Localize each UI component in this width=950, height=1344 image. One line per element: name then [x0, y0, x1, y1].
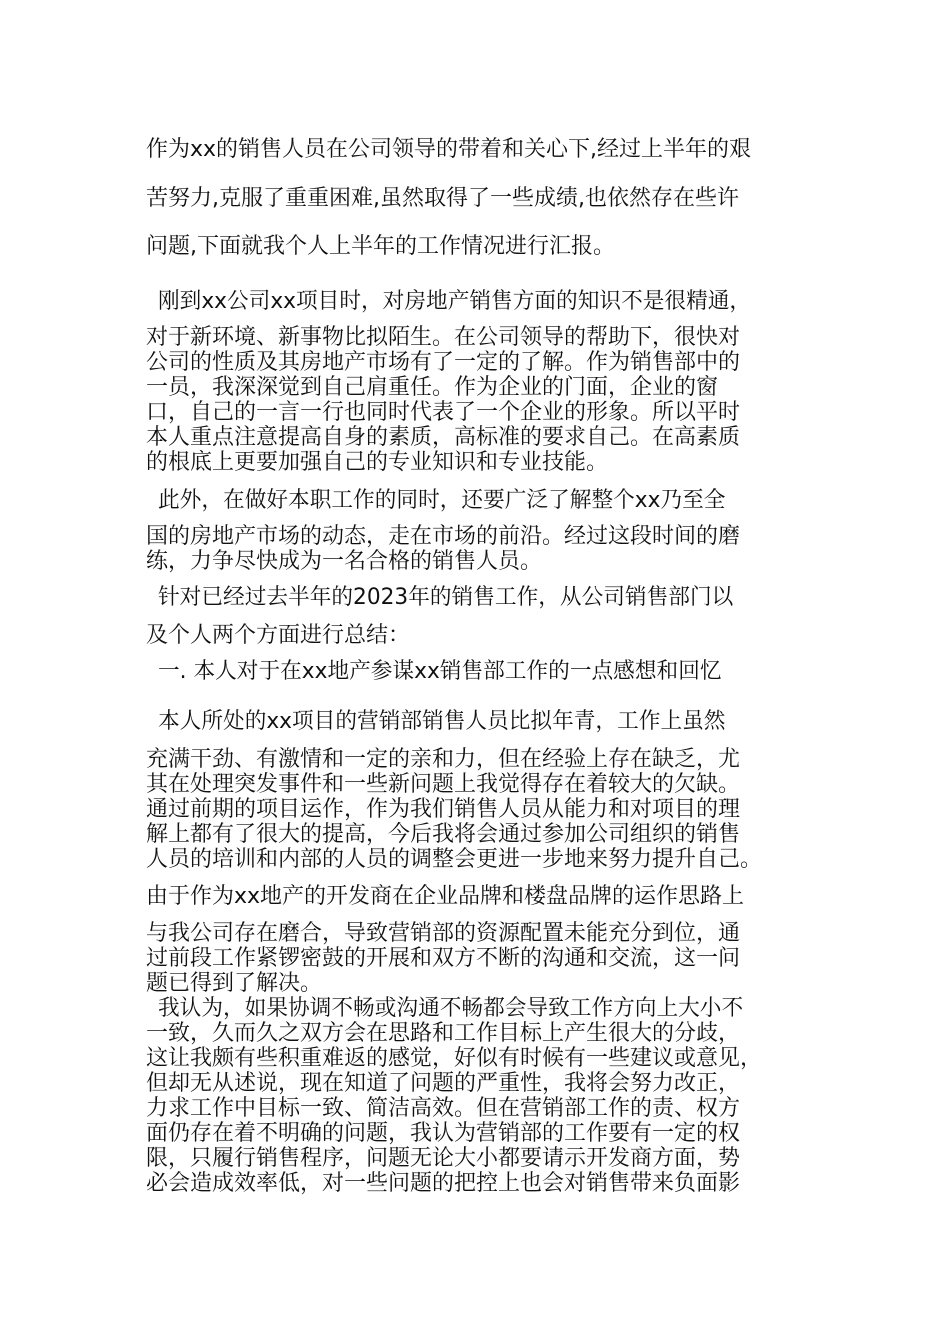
text-line: 苦努力,克服了重重困难,虽然取得了一些成绩,也依然存在些许: [146, 186, 739, 211]
text-line: 一致，久而久之双方会在思路和工作目标上产生很大的分歧，: [146, 1021, 741, 1046]
text-line: 题已得到了解决。: [146, 971, 323, 996]
text-line: 但却无从述说，现在知道了问题的严重性，我将会努力改正，: [146, 1071, 741, 1096]
text-line: 限，只履行销售程序，问题无论大小都要请示开发商方面，势: [146, 1146, 741, 1171]
text-line: 其在处理突发事件和一些新问题上我觉得存在着较大的欠缺。: [146, 772, 741, 797]
text-line: 对于新环境、新事物比拟陌生。在公司领导的帮助下，很快对: [146, 325, 741, 350]
text-line: 一员，我深深觉到自己肩重任。作为企业的门面，企业的窗: [146, 375, 719, 400]
text-line: 过前段工作紧锣密鼓的开展和双方不断的沟通和交流，这一问: [146, 946, 741, 971]
text-line: 及个人两个方面进行总结：: [146, 623, 411, 648]
text-line: 本人所处的xx项目的营销部销售人员比拟年青，工作上虽然: [158, 709, 726, 734]
text-line: 问题,下面就我个人上半年的工作情况进行汇报。: [146, 234, 615, 259]
text-line: 面仍存在着不明确的问题，我认为营销部的工作要有一定的权: [146, 1121, 741, 1146]
section-heading: 一. 本人对于在xx地产参谋xx销售部工作的一点感想和回忆: [158, 659, 722, 684]
text-line: 的根底上更要加强自己的专业知识和专业技能。: [146, 450, 609, 475]
text-line: 针对已经过去半年的2023年的销售工作，从公司销售部门以: [158, 585, 734, 610]
text-line: 人员的培训和内部的人员的调整会更进一步地来努力提升自己。: [146, 847, 763, 872]
text-line: 与我公司存在磨合，导致营销部的资源配置未能充分到位，通: [146, 921, 741, 946]
text-line: 力求工作中目标一致、简洁高效。但在营销部工作的责、权方: [146, 1096, 741, 1121]
text-line: 此外，在做好本职工作的同时，还要广泛了解整个xx乃至全: [158, 488, 726, 513]
text-line: 解上都有了很大的提高，今后我将会通过参加公司组织的销售: [146, 822, 741, 847]
text-line: 公司的性质及其房地产市场有了一定的了解。作为销售部中的: [146, 350, 741, 375]
text-line: 我认为，如果协调不畅或沟通不畅都会导致工作方向上大小不: [158, 996, 744, 1021]
text-line: 必会造成效率低，对一些问题的把控上也会对销售带来负面影: [146, 1171, 741, 1196]
text-line: 充满干劲、有激情和一定的亲和力，但在经验上存在缺乏，尤: [146, 747, 741, 772]
text-line: 国的房地产市场的动态，走在市场的前沿。经过这段时间的磨: [146, 524, 741, 549]
text-line: 通过前期的项目运作，作为我们销售人员从能力和对项目的理: [146, 797, 741, 822]
text-line: 本人重点注意提高自身的素质，高标准的要求自己。在高素质: [146, 425, 741, 450]
text-line: 练，力争尽快成为一名合格的销售人员。: [146, 549, 543, 574]
text-line: 口，自己的一言一行也同时代表了一个企业的形象。所以平时: [146, 400, 741, 425]
text-line: 作为xx的销售人员在公司领导的带着和关心下,经过上半年的艰: [146, 137, 752, 162]
text-line: 由于作为xx地产的开发商在企业品牌和楼盘品牌的运作思路上: [146, 884, 745, 909]
text-line: 这让我颇有些积重难返的感觉，好似有时候有一些建议或意见，: [146, 1046, 763, 1071]
text-line: 刚到xx公司xx项目时，对房地产销售方面的知识不是很精通，: [158, 289, 752, 314]
